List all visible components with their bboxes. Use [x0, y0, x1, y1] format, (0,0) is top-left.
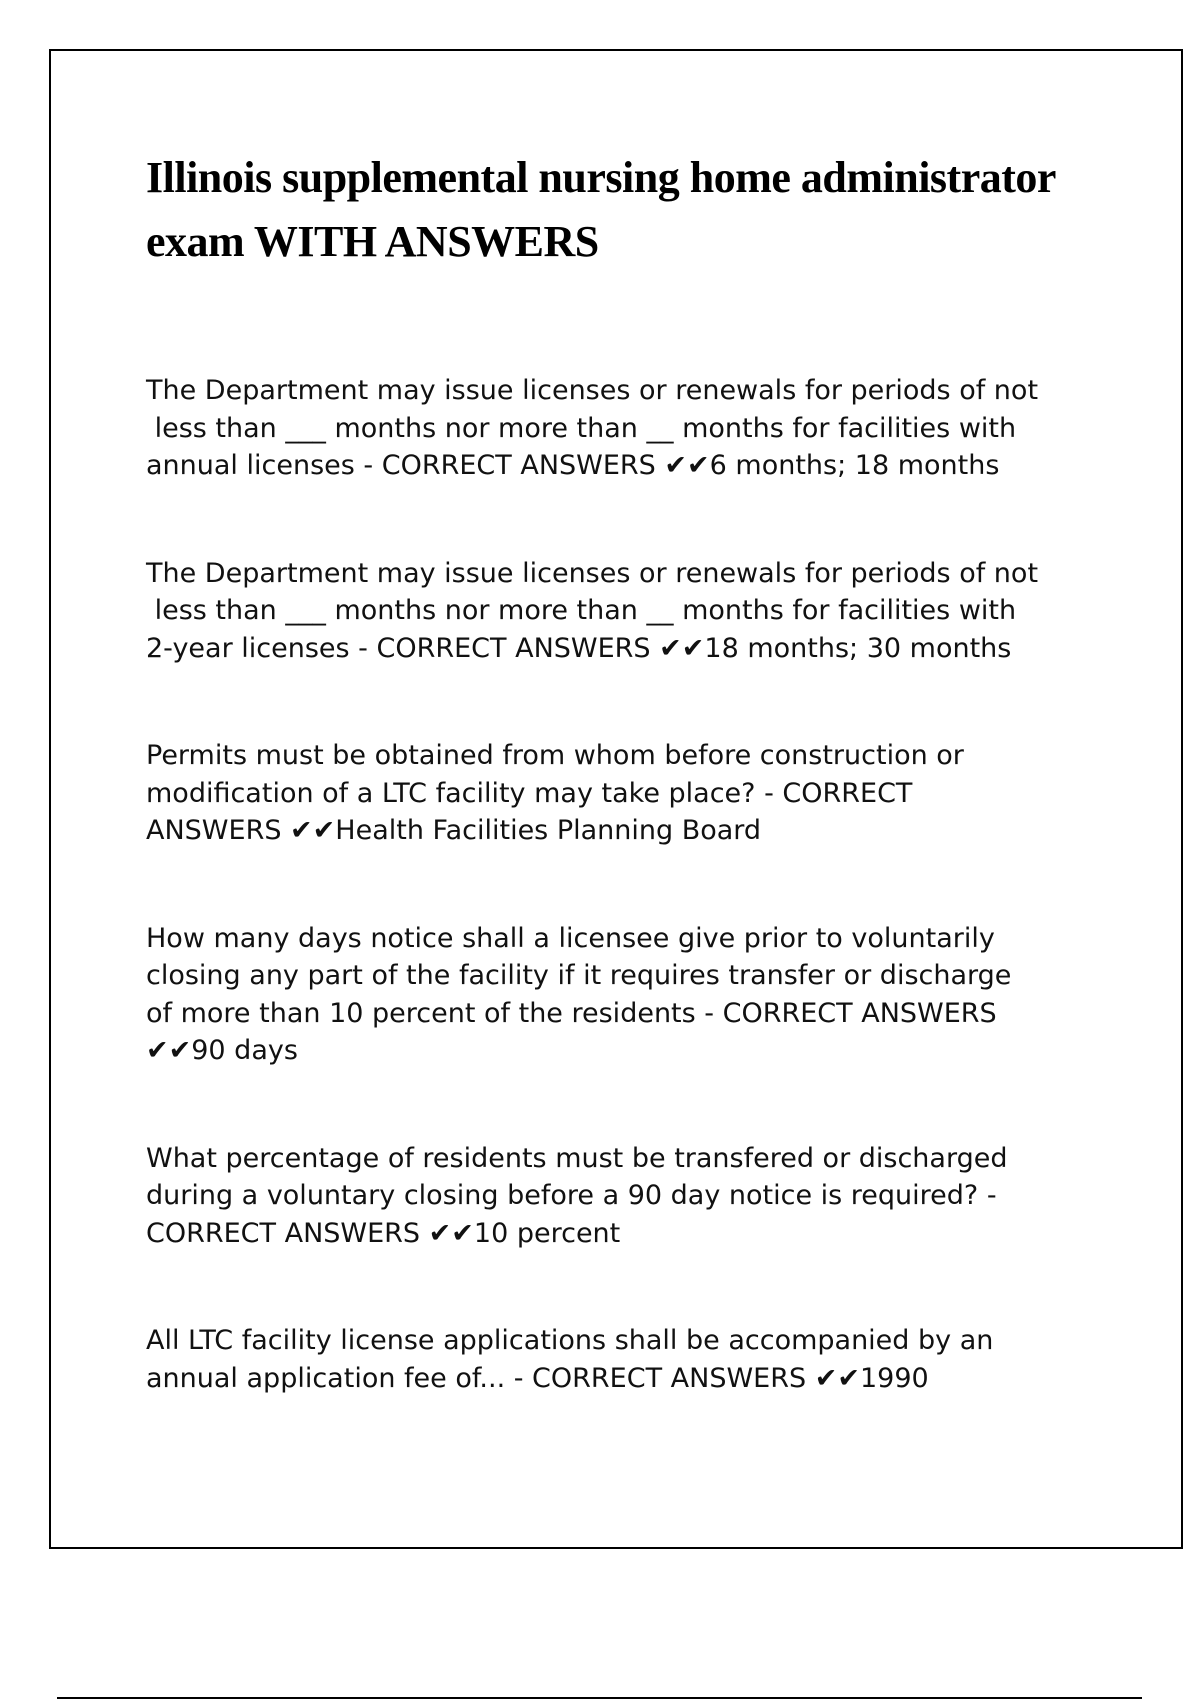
page-frame — [49, 49, 1183, 1549]
qa-item: All LTC facility license applications shall be accompanied by an annual application fee of... - CORRECT ANSWERS ✔✔1990 — [146, 1325, 994, 1394]
qa-list — [146, 372, 1146, 1397]
qa-item: The Department may issue licenses or renewals for periods of not less than ___ months nor more than __ months for facilities with annual licenses - CORRECT ANSWERS ✔✔6 months; 18 months — [146, 375, 1039, 481]
qa-item: Permits must be obtained from whom before construction or modification of a LTC facility may take place? - CORRECT ANSWERS ✔✔Health Facilities Planning Board — [146, 740, 964, 846]
qa-item: What percentage of residents must be transfered or discharged during a voluntary closing before a 90 day notice is required? - CORRECT ANSWERS ✔✔10 percent — [146, 1142, 1008, 1249]
document-content — [146, 146, 1146, 1467]
document-title: Illinois supplemental nursing home administrator exam WITH ANSWERS — [146, 153, 1056, 266]
qa-item: How many days notice shall a licensee give prior to voluntarily closing any part of the facility if it requires transfer or discharge of more than 10 percent of the residents - CORRECT ANSWERS ✔✔90 days — [146, 922, 1012, 1066]
footer-divider — [57, 1697, 1142, 1699]
qa-item: The Department may issue licenses or renewals for periods of not less than ___ months nor more than __ months for facilities with 2-year licenses - CORRECT ANSWERS ✔✔18 months; 30 months — [146, 557, 1039, 664]
